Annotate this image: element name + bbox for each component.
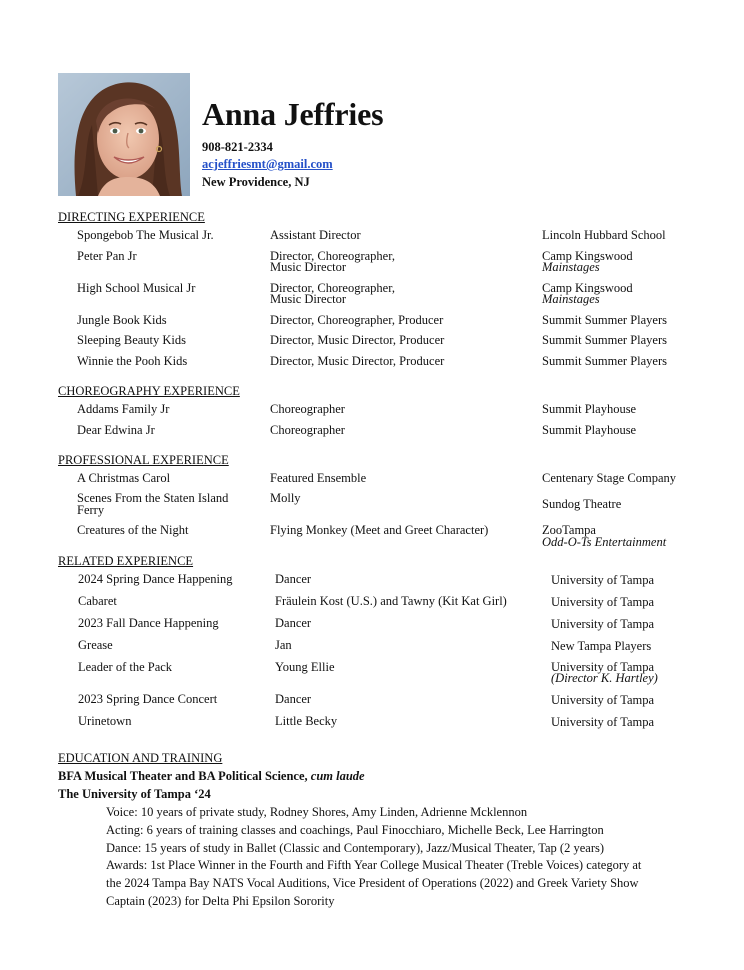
honors: cum laude: [310, 769, 365, 783]
credit-venue: University of Tampa: [551, 715, 655, 729]
credit-role: Director, Music Director, Producer: [270, 354, 445, 368]
section-heading-directing: DIRECTING EXPERIENCE: [58, 210, 205, 224]
credit-venue: New Tampa Players: [551, 639, 652, 653]
credit-title: A Christmas Carol: [77, 471, 171, 485]
credit-venue: University of Tampa: [551, 660, 655, 674]
credit-title: Grease: [78, 638, 113, 652]
credit-role: Director, Choreographer,: [270, 249, 395, 263]
credit-role: Flying Monkey (Meet and Greet Character): [270, 523, 489, 537]
credit-role: Young Ellie: [275, 660, 335, 674]
credit-venue-line2: Odd-O-Ts Entertainment: [542, 535, 667, 549]
credit-role: Dancer: [275, 616, 312, 630]
credit-role: Choreographer: [270, 402, 345, 416]
training-voice: Voice: 10 years of private study, Rodney Shores, Amy Linden, Adrienne Mcklennon: [106, 805, 528, 819]
degree: BFA Musical Theater and BA Political Science,: [58, 769, 308, 783]
section-heading-professional: PROFESSIONAL EXPERIENCE: [58, 453, 229, 467]
location: New Providence, NJ: [202, 175, 310, 189]
credit-role: Fräulein Kost (U.S.) and Tawny (Kit Kat Girl): [275, 594, 507, 608]
phone-number: 908-821-2334: [202, 140, 273, 154]
credit-title: 2023 Spring Dance Concert: [78, 692, 218, 706]
credit-venue: Summit Playhouse: [542, 402, 637, 416]
credit-role: Choreographer: [270, 423, 345, 437]
credit-venue: Lincoln Hubbard School: [542, 228, 666, 242]
credit-title: Urinetown: [78, 714, 132, 728]
credit-title: Cabaret: [78, 594, 117, 608]
credit-title: Winnie the Pooh Kids: [77, 354, 188, 368]
credit-role: Director, Music Director, Producer: [270, 333, 445, 347]
credit-title: Dear Edwina Jr: [77, 423, 155, 437]
awards-line-3: Captain (2023) for Delta Phi Epsilon Sorority: [106, 894, 335, 908]
credit-venue: Summit Summer Players: [542, 354, 667, 368]
credit-venue: University of Tampa: [551, 573, 655, 587]
credit-venue: Summit Summer Players: [542, 313, 667, 327]
section-heading-choreography: CHOREOGRAPHY EXPERIENCE: [58, 384, 240, 398]
school-name: The University of Tampa ‘24: [58, 787, 211, 801]
credit-venue: Centenary Stage Company: [542, 471, 676, 485]
credit-venue: University of Tampa: [551, 693, 655, 707]
training-acting: Acting: 6 years of training classes and coachings, Paul Finocchiaro, Michelle Beck, Lee Harrington: [106, 823, 604, 837]
credit-title: High School Musical Jr: [77, 281, 196, 295]
credit-venue: University of Tampa: [551, 617, 655, 631]
credit-role: Molly: [270, 491, 301, 505]
credit-venue: Camp Kingswood: [542, 281, 633, 295]
credit-title: Sleeping Beauty Kids: [77, 333, 187, 347]
credit-role: Director, Choreographer,: [270, 281, 395, 295]
section-heading-education: EDUCATION AND TRAINING: [58, 751, 223, 765]
credit-venue-line2: Mainstages: [542, 292, 600, 306]
credit-title: Creatures of the Night: [77, 523, 189, 537]
degree-line: [58, 769, 365, 784]
credit-title: Leader of the Pack: [78, 660, 173, 674]
awards-line-1: Awards: 1st Place Winner in the Fourth and Fifth Year College Musical Theater (Treble Voices) category at: [106, 858, 642, 872]
credit-venue: Summit Summer Players: [542, 333, 667, 347]
credit-venue-line2: (Director K. Hartley): [551, 671, 658, 685]
credit-title: Jungle Book Kids: [77, 313, 167, 327]
credit-role: Dancer: [275, 692, 312, 706]
credit-role: Jan: [275, 638, 292, 652]
credit-venue: University of Tampa: [551, 595, 655, 609]
section-heading-related: RELATED EXPERIENCE: [58, 554, 194, 568]
headshot-photo: [58, 73, 190, 196]
awards-line-2: the 2024 Tampa Bay NATS Vocal Auditions, Vice President of Operations (2022) and Greek Variety Show: [106, 876, 639, 890]
credit-title: Addams Family Jr: [77, 402, 170, 416]
credit-venue: ZooTampa: [542, 523, 596, 537]
credit-title-line2: Ferry: [77, 503, 105, 517]
credit-title: Scenes From the Staten Island: [77, 491, 229, 505]
credit-title: 2024 Spring Dance Happening: [78, 572, 233, 586]
credit-venue: Camp Kingswood: [542, 249, 633, 263]
credit-role: Director, Choreographer, Producer: [270, 313, 444, 327]
credit-venue-line2: Mainstages: [542, 260, 600, 274]
credit-title: 2023 Fall Dance Happening: [78, 616, 219, 630]
credit-title: Peter Pan Jr: [77, 249, 137, 263]
credit-role: Assistant Director: [270, 228, 361, 242]
email-link[interactable]: acjeffriesmt@gmail.com: [202, 157, 333, 171]
credit-role: Little Becky: [275, 714, 338, 728]
credit-role-line2: Music Director: [270, 260, 347, 274]
credit-role: Featured Ensemble: [270, 471, 367, 485]
credit-venue: Sundog Theatre: [542, 497, 622, 511]
credit-role: Dancer: [275, 572, 312, 586]
credit-venue: Summit Playhouse: [542, 423, 637, 437]
candidate-name: Anna Jeffries: [202, 96, 384, 132]
training-dance: Dance: 15 years of study in Ballet (Classic and Contemporary), Jazz/Musical Theater, Tap (2 years): [106, 841, 605, 855]
credit-role-line2: Music Director: [270, 292, 347, 306]
credit-title: Spongebob The Musical Jr.: [77, 228, 214, 242]
